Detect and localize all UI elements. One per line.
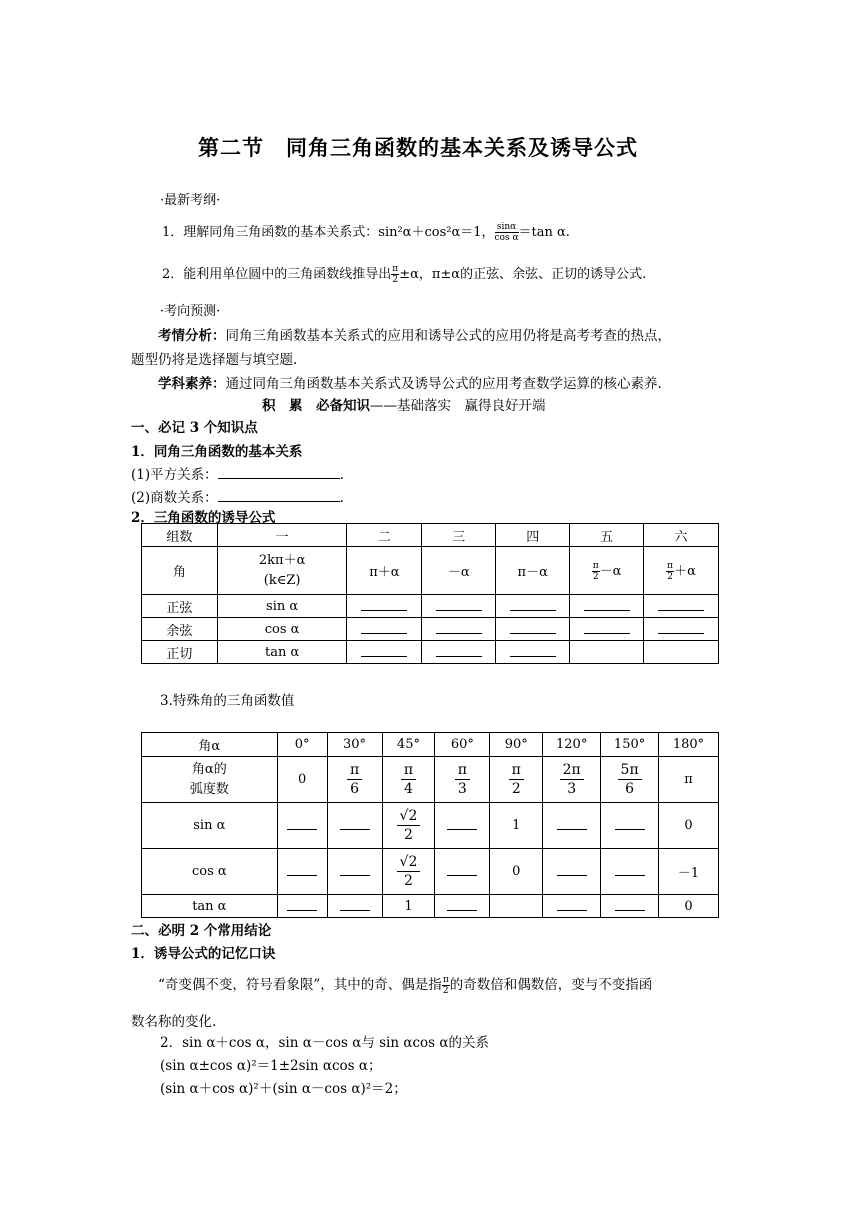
blank-cell: [435, 803, 490, 849]
header-cell: 组数: [142, 524, 218, 547]
forecast-heading: ·考向预测·: [160, 304, 221, 319]
blank-cell: [422, 641, 496, 664]
row-label: 余弦: [142, 618, 218, 641]
group-cell: 三: [422, 524, 496, 547]
angle-label: 角α: [142, 733, 278, 757]
blank-cell: [570, 595, 644, 618]
row-first: sin α: [217, 595, 347, 618]
value-cell: 0: [490, 849, 543, 895]
quotient-relation: (2)商数关系： .: [131, 490, 344, 506]
blank-cell: [496, 641, 570, 664]
outline-heading: ·最新考纲·: [160, 193, 221, 208]
blank-cell: [601, 803, 659, 849]
angle-cell: 2kπ＋α (k∈Z): [217, 547, 347, 595]
section-banner: 积 累 必备知识——基础落实 赢得良好开端: [262, 398, 546, 414]
table-row: [142, 524, 719, 547]
outline-item-1: 1．理解同角三角函数的基本关系式：sin²α＋cos²α＝1， $\frac{\sin\alpha}{\text{cos α}}$ ＝tan α.: [162, 222, 570, 243]
pi-over-2-fraction: $\frac{\pi}{2}$: [392, 264, 399, 285]
radian-cell: $\frac{\pi}{4}$: [382, 757, 435, 803]
value-cell: $\frac{√2}{2}$: [382, 849, 435, 895]
blank-cell: [347, 618, 422, 641]
table-row: [142, 895, 719, 918]
degree-cell: 45°: [382, 733, 435, 757]
part1-heading: 一、必记 3 个知识点: [131, 420, 258, 436]
angle-cell: $\frac{\pi}{2}$ －α: [570, 547, 644, 595]
square-relation: (1)平方关系： .: [131, 467, 344, 483]
blank-cell: [347, 641, 422, 664]
group-cell: 一: [217, 524, 347, 547]
blank-cell: [422, 595, 496, 618]
group-cell: 二: [347, 524, 422, 547]
radian-cell: $\frac{\pi}{2}$: [490, 757, 543, 803]
degree-cell: 150°: [601, 733, 659, 757]
blank-cell: [422, 618, 496, 641]
table-row: [142, 641, 719, 664]
degree-cell: 30°: [327, 733, 382, 757]
blank-cell: [543, 895, 601, 918]
cos-label: cos α: [142, 849, 278, 895]
row-label: 正切: [142, 641, 218, 664]
degree-cell: 180°: [659, 733, 719, 757]
group-cell: 六: [644, 524, 719, 547]
mnemonic-text: “奇变偶不变，符号看象限”，其中的奇、偶是指 $\frac{\pi}{2}$ 的奇数倍和偶数倍，变与不变指函: [158, 975, 653, 996]
angle-label: 角: [142, 547, 218, 595]
radian-cell: 0: [277, 757, 327, 803]
value-cell: 1: [382, 895, 435, 918]
radian-cell: $\frac{5\pi}{6}$: [601, 757, 659, 803]
blank-cell: [327, 849, 382, 895]
sec3-heading: 3.特殊角的三角函数值: [160, 693, 295, 709]
sin-cos-fraction: $\frac{\sin\alpha}{\text{cos α}}$: [494, 222, 519, 243]
blank-cell: [277, 849, 327, 895]
forecast-literacy: 学科素养：通过同角三角函数基本关系式及诱导公式的应用考查数学运算的核心素养.: [158, 376, 662, 392]
sec2-heading: 2．三角函数的诱导公式: [131, 510, 276, 526]
radian-label: 角α的 弧度数: [142, 757, 278, 803]
part2-sec1: 1．诱导公式的记忆口诀: [131, 946, 276, 962]
radian-cell: $\frac{2\pi}{3}$: [543, 757, 601, 803]
value-cell: $\frac{√2}{2}$: [382, 803, 435, 849]
blank-line: [218, 465, 340, 479]
row-first: tan α: [217, 641, 347, 664]
blank-cell: [570, 618, 644, 641]
part2-sec2: 2．sin α＋cos α，sin α－cos α与 sin αcos α的关系: [160, 1035, 489, 1051]
blank-cell: [277, 803, 327, 849]
tan-label: tan α: [142, 895, 278, 918]
blank-cell: [496, 595, 570, 618]
sec1-heading: 1．同角三角函数的基本关系: [131, 444, 303, 460]
angle-cell: π＋α: [347, 547, 422, 595]
radian-cell: $\frac{\pi}{3}$: [435, 757, 490, 803]
table-row: [142, 803, 719, 849]
blank-cell: [543, 849, 601, 895]
blank-cell: [601, 849, 659, 895]
formula-1: (sin α±cos α)²＝1±2sin αcos α；: [160, 1058, 382, 1074]
outline-item-2: 2．能利用单位圆中的三角函数线推导出 $\frac{\pi}{2}$ ±α，π±α的正弦、余弦、正切的诱导公式.: [162, 264, 647, 285]
empty-cell: [490, 895, 543, 918]
degree-cell: 120°: [543, 733, 601, 757]
angle-cell: π－α: [496, 547, 570, 595]
part2-heading: 二、必明 2 个常用结论: [131, 923, 272, 939]
blank-cell: [327, 895, 382, 918]
empty-cell: [644, 641, 719, 664]
forecast-analysis-cont: 题型仍将是选择题与填空题.: [131, 352, 298, 368]
blank-line: [218, 488, 340, 502]
blank-cell: [347, 595, 422, 618]
mnemonic-text-cont: 数名称的变化.: [131, 1014, 217, 1030]
blank-cell: [435, 849, 490, 895]
forecast-analysis: 考情分析：同角三角函数基本关系式的应用和诱导公式的应用仍将是高考考查的热点，: [158, 328, 671, 344]
induction-table: [141, 523, 719, 664]
value-cell: 1: [490, 803, 543, 849]
table-row: [142, 618, 719, 641]
table-row: [142, 595, 719, 618]
table-row: [142, 757, 719, 803]
formula-2: (sin α＋cos α)²＋(sin α－cos α)²＝2；: [160, 1081, 407, 1097]
blank-cell: [601, 895, 659, 918]
blank-cell: [277, 895, 327, 918]
angle-cell: －α: [422, 547, 496, 595]
degree-cell: 0°: [277, 733, 327, 757]
blank-cell: [644, 618, 719, 641]
value-cell: 0: [659, 803, 719, 849]
blank-cell: [543, 803, 601, 849]
empty-cell: [570, 641, 644, 664]
degree-cell: 90°: [490, 733, 543, 757]
special-angle-table: [141, 732, 719, 918]
blank-cell: [496, 618, 570, 641]
outline-item-1-text: 1．理解同角三角函数的基本关系式：sin²α＋cos²α＝1，: [162, 225, 495, 240]
radian-cell: π: [659, 757, 719, 803]
blank-cell: [327, 803, 382, 849]
pi-over-2-fraction: $\frac{\pi}{2}$: [442, 975, 449, 996]
page-title: 第二节 同角三角函数的基本关系及诱导公式: [198, 136, 638, 160]
sin-label: sin α: [142, 803, 278, 849]
value-cell: －1: [659, 849, 719, 895]
row-label: 正弦: [142, 595, 218, 618]
table-row: [142, 547, 719, 595]
degree-cell: 60°: [435, 733, 490, 757]
group-cell: 四: [496, 524, 570, 547]
value-cell: 0: [659, 895, 719, 918]
row-first: cos α: [217, 618, 347, 641]
table-row: [142, 733, 719, 757]
group-cell: 五: [570, 524, 644, 547]
blank-cell: [435, 895, 490, 918]
radian-cell: $\frac{\pi}{6}$: [327, 757, 382, 803]
angle-cell: $\frac{\pi}{2}$ ＋α: [644, 547, 719, 595]
blank-cell: [644, 595, 719, 618]
table-row: [142, 849, 719, 895]
